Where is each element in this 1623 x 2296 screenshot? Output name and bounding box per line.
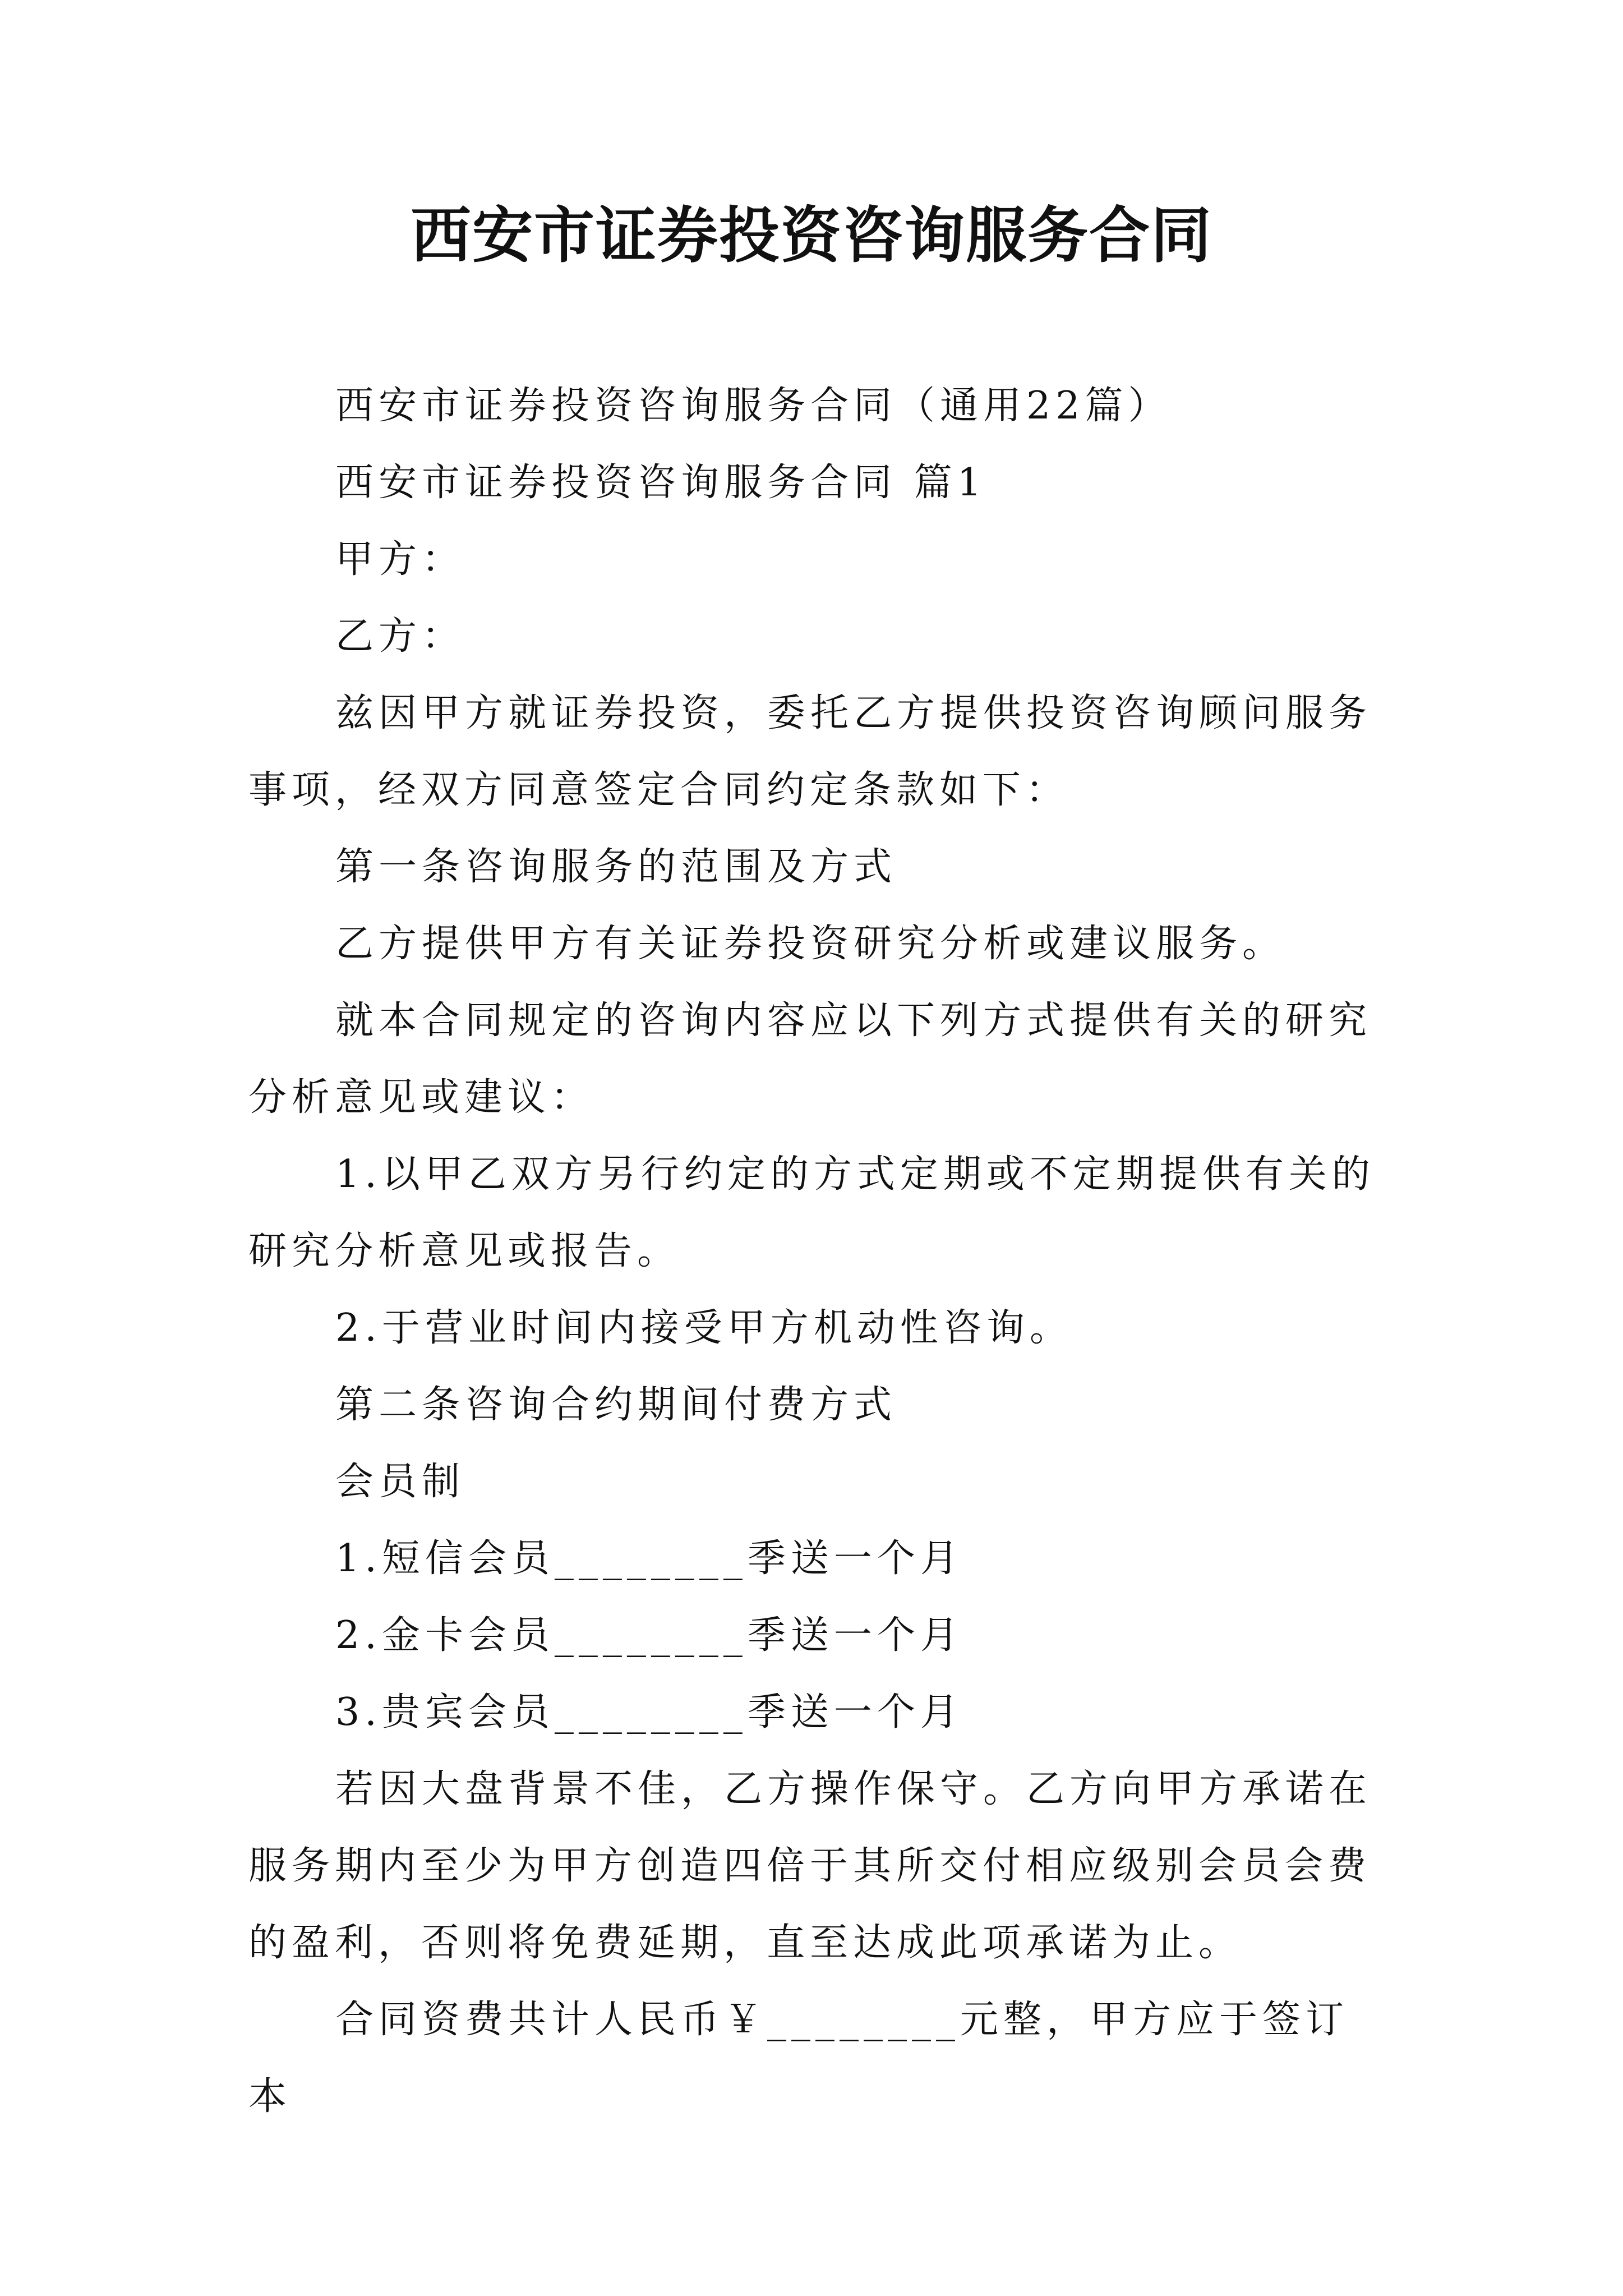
paragraph-party-b: 乙方： [335,614,465,659]
paragraph-party-a: 甲方： [335,537,465,582]
paragraph-member-sms: 1.短信会员________季送一个月 [335,1536,963,1581]
paragraph-article-2-heading: 第二条咨询合约期间付费方式 [335,1383,897,1427]
paragraph-article-1-heading: 第一条咨询服务的范围及方式 [335,845,897,889]
paragraph-article-1-text: 乙方提供甲方有关证券投资研究分析或建议服务。 [335,922,1286,966]
paragraph-article-1-methods: 就本合同规定的咨询内容应以下列方式提供有关的研究分析意见或建议： [248,999,1372,1120]
paragraph-preamble: 兹因甲方就证券投资，委托乙方提供投资咨询顾问服务事项，经双方同意签定合同约定条款如下： [248,691,1372,812]
paragraph-guarantee: 若因大盘背景不佳，乙方操作保守。乙方向甲方承诺在服务期内至少为甲方创造四倍于其所交付相应级别会员会费的盈利，否则将免费延期，直至达成此项承诺为止。 [248,1767,1372,1965]
document-title: 西安市证券投资咨询服务合同 [410,200,1212,271]
paragraph-member-gold: 2.金卡会员________季送一个月 [335,1613,963,1658]
paragraph-membership: 会员制 [335,1460,465,1504]
paragraph-item-1: 1.以甲乙双方另行约定的方式定期或不定期提供有关的研究分析意见或报告。 [248,1152,1375,1273]
paragraph-member-vip: 3.贵宾会员________季送一个月 [335,1690,963,1734]
paragraph-section-heading: 西安市证券投资咨询服务合同 篇1 [335,461,986,505]
paragraph-fee: 合同资费共计人民币￥________元整，甲方应于签订本 [248,1998,1349,2119]
document-body [248,367,1378,2135]
paragraph-subtitle: 西安市证券投资咨询服务合同（通用22篇） [335,384,1172,428]
paragraph-item-2: 2.于营业时间内接受甲方机动性咨询。 [335,1306,1073,1350]
